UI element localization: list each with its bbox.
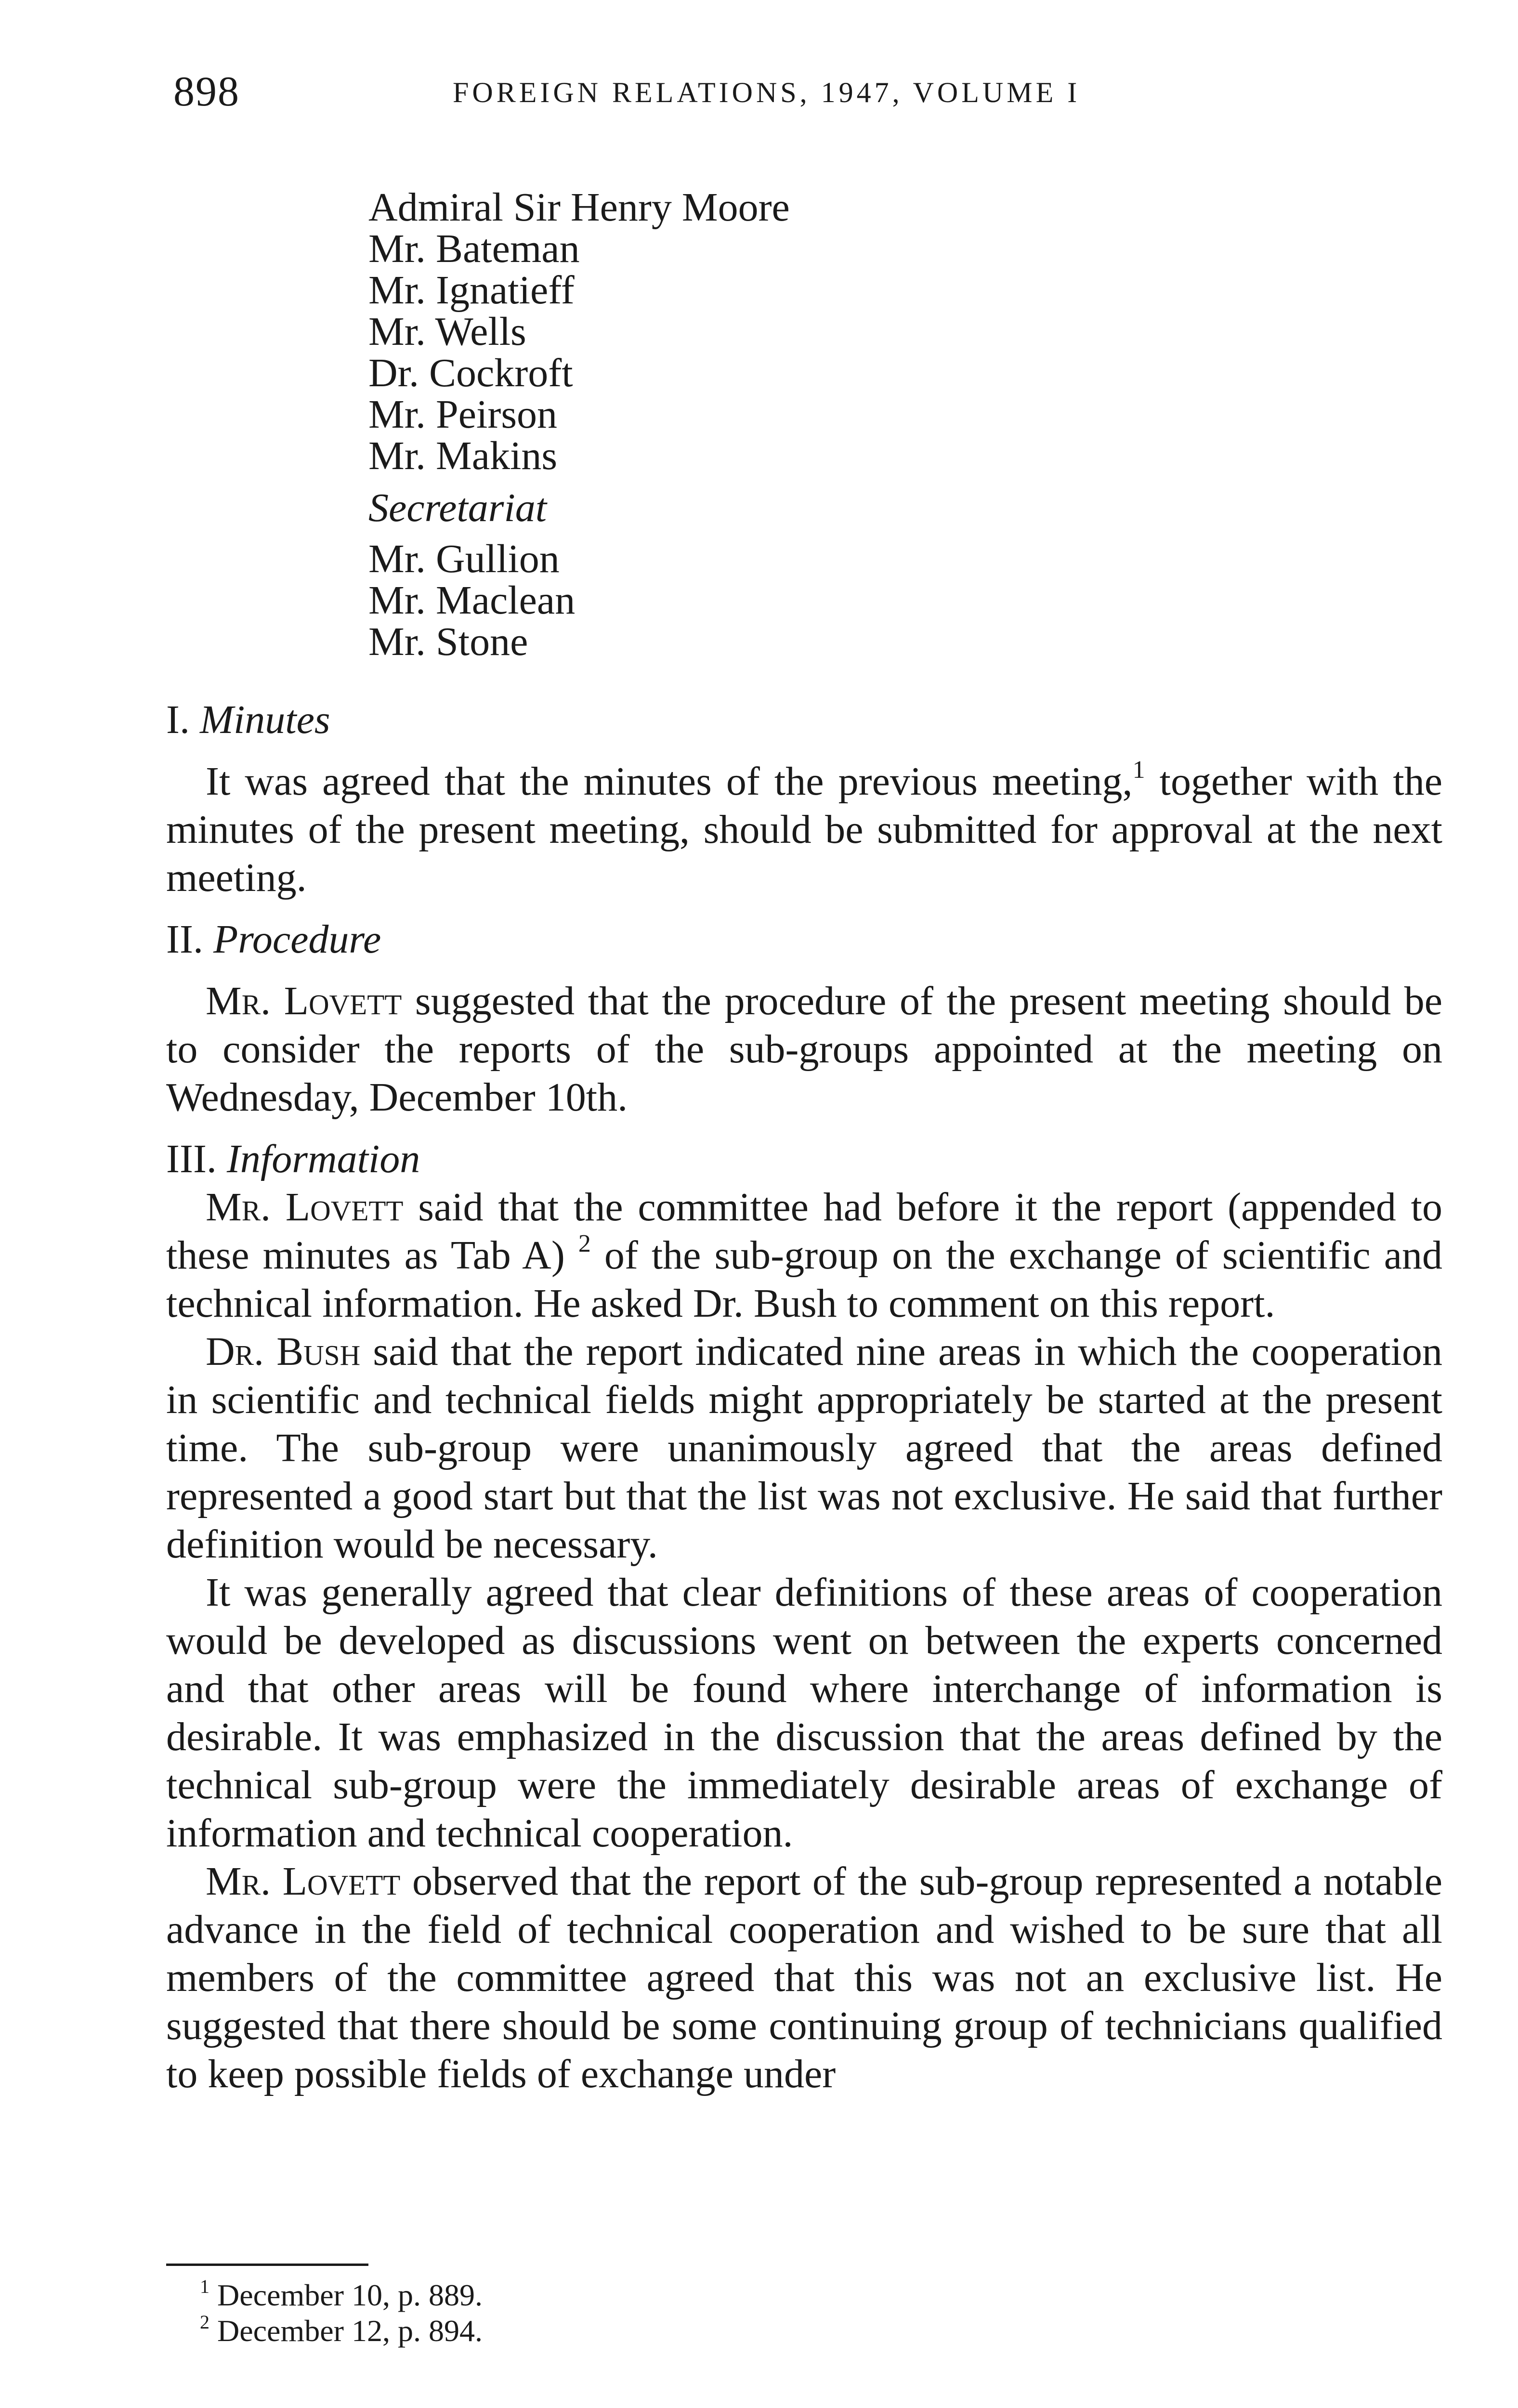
speaker-name: Mr. Lovett [206,1859,401,1904]
running-head: FOREIGN RELATIONS, 1947, VOLUME I [453,77,1081,108]
body-text [166,696,1442,2098]
footnote-text: December 12, p. 894. [209,2314,483,2348]
section-number: III. [166,1137,217,1181]
paragraph-minutes [166,758,1442,902]
paragraph-text: suggested that the procedure of the present meeting should be to consider the reports of the sub-groups appointed at the meeting on Wednesday, December 10th. [166,979,1443,1120]
paragraph-procedure [166,977,1442,1122]
section-number: I. [166,697,190,742]
speaker-name: Mr. Lovett [206,979,402,1023]
attendee-name: Mr. Bateman [368,226,580,271]
attendee-name: Mr. Makins [368,433,558,478]
paragraph-information-3 [166,1569,1442,1858]
paragraph-information-1 [166,1183,1442,1328]
paragraph-text: said that the committee had before it the report (appended to these minutes as Tab A) [166,1185,1443,1278]
page-number: 898 [173,68,240,115]
paragraph-text: of the sub-group on the exchange of scientific and technical information. He asked Dr. Bush to comment on this report. [166,1233,1443,1326]
attendee-name: Admiral Sir Henry Moore [368,185,790,230]
attendee-name: Mr. Ignatieff [368,268,575,313]
attendee-name: Dr. Cockroft [368,351,573,395]
footnotes [166,2264,1442,2349]
footnote [166,2313,1442,2349]
paragraph-text: It was generally agreed that clear definitions of these areas of cooperation would be developed as discussions went on between the experts concerned and that other areas will be found where interchange of information is desirable. It was emphasized in the discussion that the areas defined by the technical sub-group were the immediately desirable areas of exchange of information and technical cooperation. [166,1570,1442,1856]
section-title: Procedure [213,917,381,962]
footnote [166,2277,1442,2313]
secretariat-name: Mr. Stone [368,619,528,664]
section-heading-minutes [166,696,1442,744]
paragraph-text: said that the report indicated nine areas in which the cooperation in scientific and technical fields might appropriately be started at the present time. The sub-group were unanimously agreed that the areas defined represented a good start but that the list was not exclusive. He said that further definition would be necessary. [166,1329,1442,1567]
section-title: Information [226,1137,420,1181]
attendee-list [368,187,1139,663]
secretariat-name: Mr. Maclean [368,578,576,623]
paragraph-text: It was agreed that the minutes of the previous meeting, [206,759,1133,804]
footnote-ref: 1 [1132,756,1145,784]
footnote-text: December 10, p. 889. [209,2278,483,2312]
footnote-marker: 1 [200,2275,209,2297]
speaker-name: Dr. Bush [206,1329,361,1374]
paragraph-text: observed that the report of the sub-group represented a notable advance in the field of technical cooperation and wished to be sure that all members of the committee agreed that this was not an exclusive list. He suggested that there should be some continuing group of technicians qualified to keep possible fields of exchange under [166,1859,1443,2096]
paragraph-text: together with the minutes of the present meeting, should be submitted for approval at the next meeting. [166,759,1442,900]
attendee-name: Mr. Peirson [368,392,558,437]
section-title: Minutes [199,697,330,742]
section-number: II. [166,917,203,962]
secretariat-label: Secretariat [368,485,547,530]
section-heading-information [166,1135,1442,1183]
section-heading-procedure [166,916,1442,964]
paragraph-information-4 [166,1858,1442,2098]
speaker-name: Mr. Lovett [206,1185,404,1230]
page-header [173,67,1435,135]
attendee-name: Mr. Wells [368,309,526,354]
paragraph-information-2 [166,1328,1442,1569]
footnote-ref: 2 [578,1230,591,1257]
footnote-divider [166,2264,368,2266]
secretariat-name: Mr. Gullion [368,537,560,581]
footnote-marker: 2 [200,2311,209,2333]
